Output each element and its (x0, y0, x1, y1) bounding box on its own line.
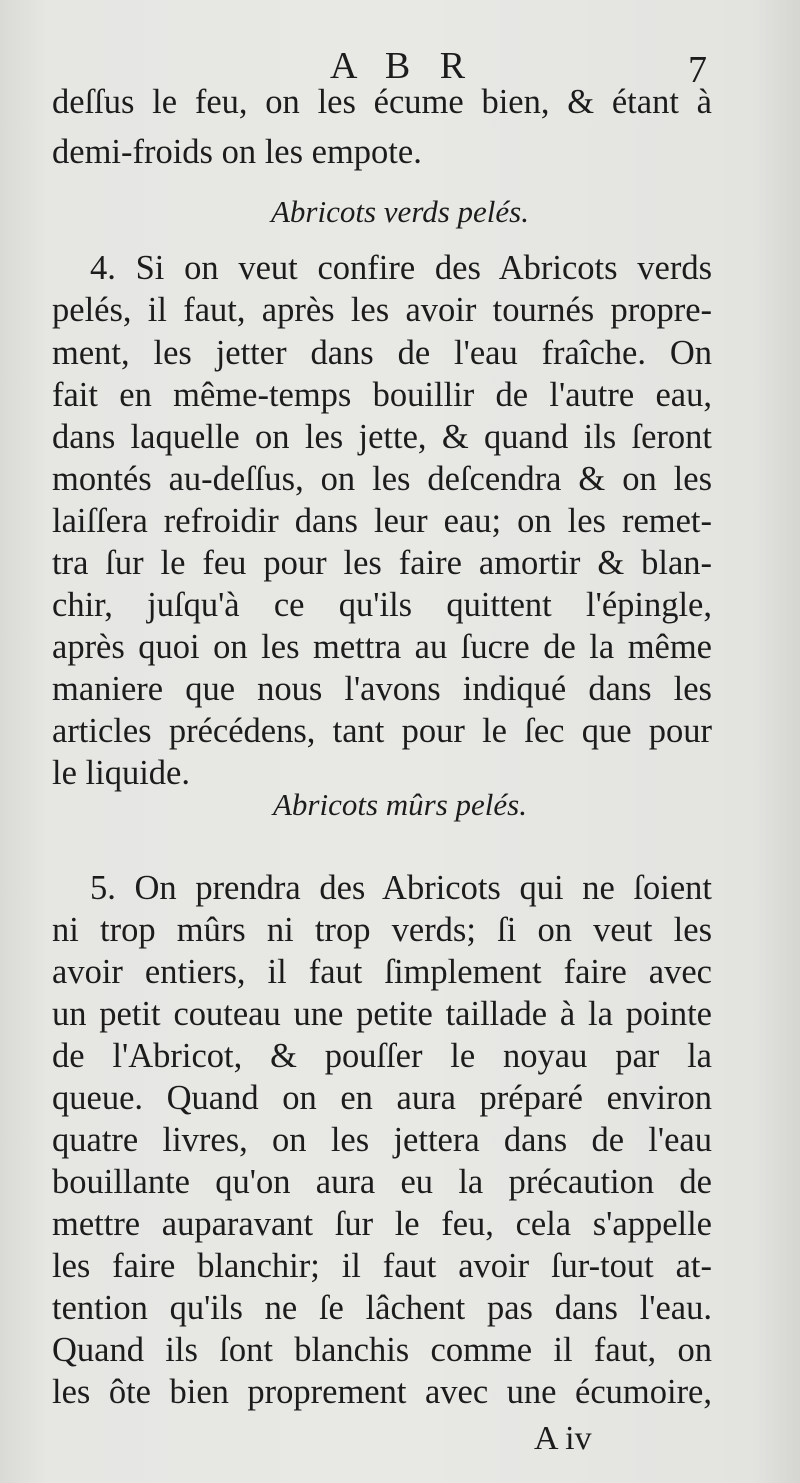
text-line: tention qu'ils ne ſe lâchent pas dans l'eau. (52, 1289, 712, 1327)
text-line: le liquide. (52, 754, 190, 792)
text-line: Quand ils ſont blanchis comme il faut, on (52, 1331, 712, 1369)
text-line: pelés, il faut, après les avoir tournés propre- (52, 291, 712, 329)
text-line: montés au-deſſus, on les deſcendra & on les (52, 460, 712, 498)
text-line: ni trop mûrs ni trop verds; ſi on veut les (52, 911, 712, 949)
section-heading: Abricots mûrs pelés. (272, 787, 527, 822)
text-line: ment, les jetter dans de l'eau fraîche. On (52, 334, 712, 372)
text-line: 5. On prendra des Abricots qui ne ſoient (90, 869, 712, 907)
running-head: A B R (330, 45, 476, 87)
text-line: 4. Si on veut confire des Abricots verds (90, 249, 712, 287)
text-line: de l'Abricot, & pouſſer le noyau par la (52, 1037, 712, 1075)
text-line: les faire blanchir; il faut avoir ſur-tout at- (52, 1247, 712, 1285)
text-line: un petit couteau une petite taillade à la pointe (52, 995, 712, 1033)
text-line: demi-froids on les empote. (52, 133, 422, 171)
signature-mark: A iv (534, 1420, 592, 1457)
text-line: maniere que nous l'avons indiqué dans les (52, 670, 712, 708)
text-line: quatre livres, on les jettera dans de l'eau (52, 1121, 712, 1159)
text-line: les ôte bien proprement avec une écumoire, (52, 1373, 712, 1411)
text-line: fait en même-temps bouillir de l'autre eau, (52, 376, 712, 414)
text-line: après quoi on les mettra au ſucre de la même (52, 628, 712, 666)
text-line: queue. Quand on en aura préparé environ (52, 1079, 712, 1117)
text-line: deſſus le feu, on les écume bien, & étant à (52, 83, 712, 121)
text-line: articles précédens, tant pour le ſec que pour (52, 712, 712, 750)
section-heading: Abricots verds pelés. (271, 194, 529, 229)
text-line: avoir entiers, il faut ſimplement faire avec (52, 953, 712, 991)
text-line: mettre auparavant ſur le feu, cela s'appelle (52, 1205, 712, 1243)
text-line: bouillante qu'on aura eu la précaution de (52, 1163, 712, 1201)
page-number: 7 (688, 49, 707, 91)
text-line: tra ſur le feu pour les faire amortir & blan- (52, 544, 712, 582)
text-line: chir, juſqu'à ce qu'ils quittent l'épingle, (52, 586, 712, 624)
text-line: dans laquelle on les jette, & quand ils ſeront (52, 418, 712, 456)
text-line: laiſſera refroidir dans leur eau; on les remet- (52, 502, 712, 540)
